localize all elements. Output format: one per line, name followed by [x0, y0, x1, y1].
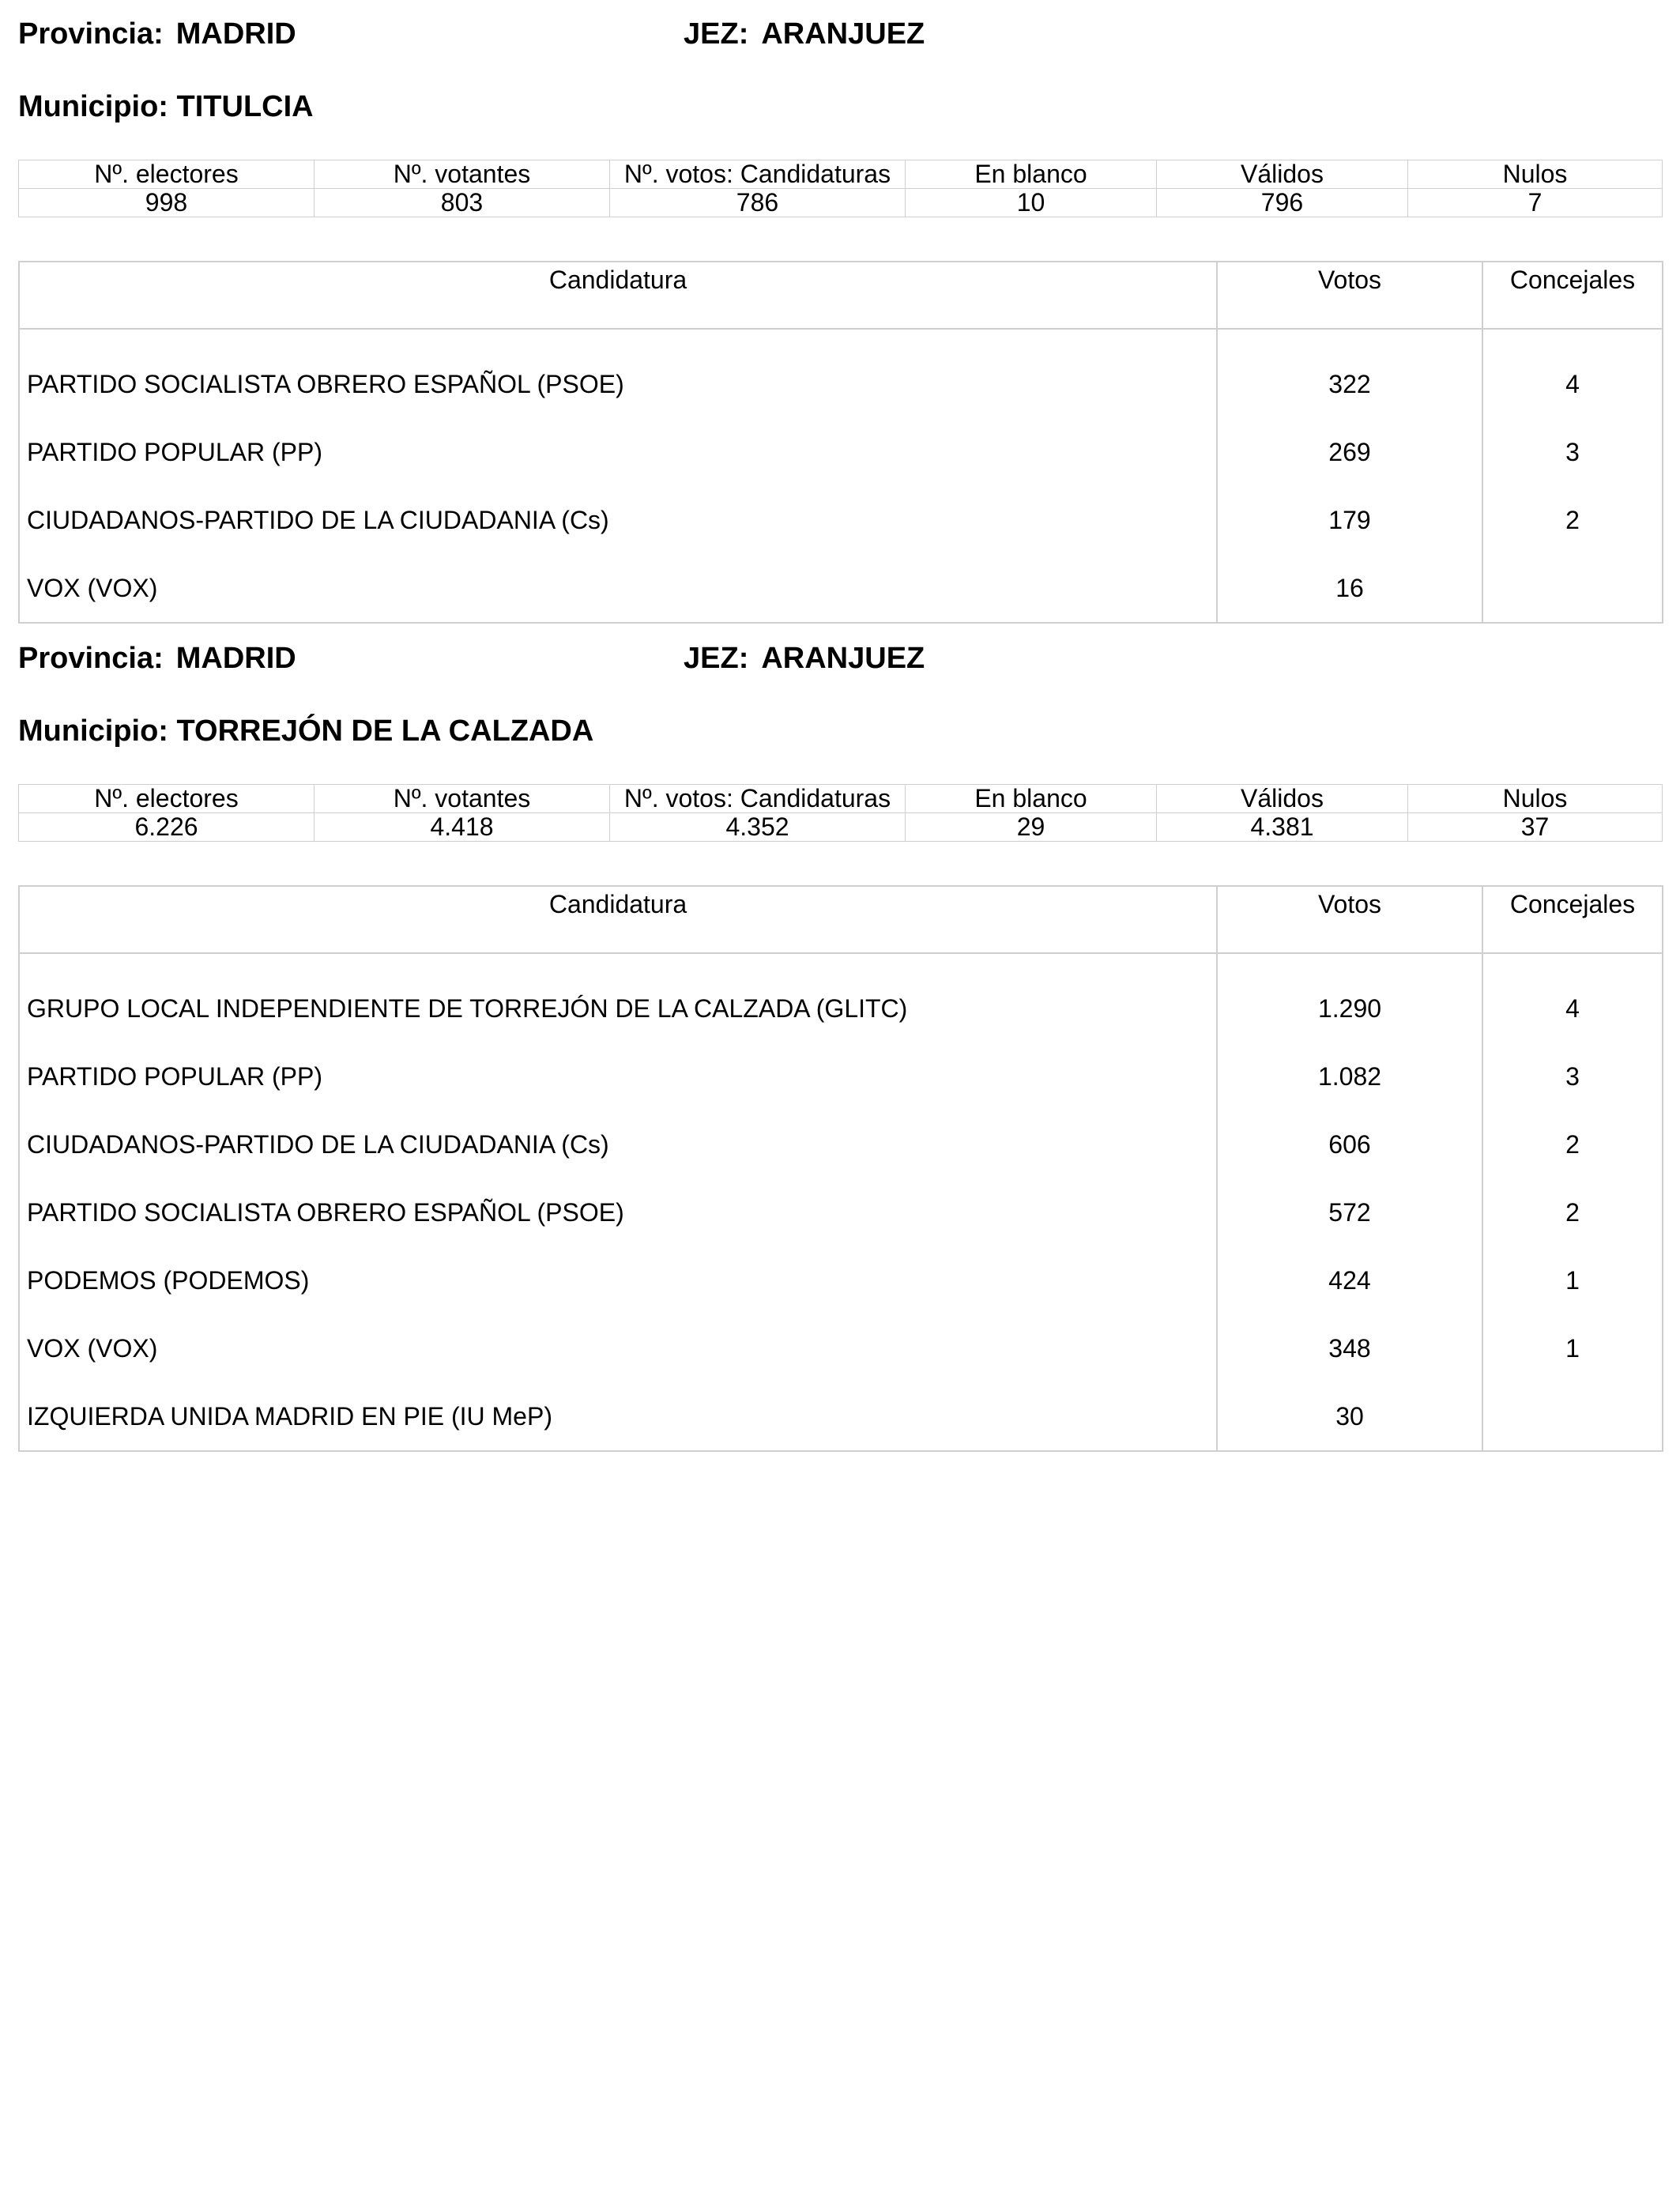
- jez: [684, 642, 925, 676]
- summary-value: 7: [1408, 189, 1663, 217]
- candidate-votos: 1.082: [1217, 1042, 1482, 1110]
- header-row: [18, 642, 1662, 686]
- candidate-concejales: 1: [1482, 1246, 1663, 1314]
- municipio: [18, 90, 314, 124]
- summary-value: 10: [906, 189, 1157, 217]
- provincia-value: MADRID: [175, 17, 296, 51]
- summary-header: En blanco: [906, 785, 1157, 813]
- candidates-header: Concejales: [1482, 886, 1663, 953]
- jez-value: ARANJUEZ: [761, 17, 925, 51]
- candidate-name: PARTIDO POPULAR (PP): [27, 1061, 322, 1091]
- table-row: [19, 1246, 1663, 1314]
- candidate-concejales: 4: [1482, 953, 1663, 1042]
- summary-header: Nulos: [1408, 160, 1663, 189]
- candidates-table: [18, 261, 1663, 624]
- provincia-label: Provincia:: [18, 17, 164, 51]
- candidates-header: Candidatura: [19, 886, 1217, 953]
- candidate-concejales: [1482, 1382, 1663, 1451]
- summary-value: 4.418: [315, 813, 610, 842]
- jez-value: ARANJUEZ: [761, 642, 925, 675]
- summary-value: 6.226: [19, 813, 315, 842]
- candidate-concejales: 3: [1482, 1042, 1663, 1110]
- candidates-header: Concejales: [1482, 262, 1663, 329]
- provincia: [18, 17, 296, 51]
- candidate-votos: 424: [1217, 1246, 1482, 1314]
- summary-value: 786: [610, 189, 906, 217]
- summary-value: 803: [315, 189, 610, 217]
- candidates-header: Candidatura: [19, 262, 1217, 329]
- candidate-concejales: 3: [1482, 418, 1663, 486]
- section-torrejon: [18, 642, 1662, 1431]
- municipio-value: TORREJÓN DE LA CALZADA: [176, 714, 594, 748]
- candidate-name: PARTIDO SOCIALISTA OBRERO ESPAÑOL (PSOE): [27, 1197, 624, 1227]
- table-row: [19, 953, 1663, 1042]
- candidate-name: IZQUIERDA UNIDA MADRID EN PIE (IU MeP): [27, 1401, 552, 1431]
- summary-header: Nº. votos: Candidaturas: [610, 785, 906, 813]
- candidate-votos: 30: [1217, 1382, 1482, 1451]
- candidate-concejales: [1482, 554, 1663, 623]
- candidate-name: VOX (VOX): [27, 573, 158, 602]
- table-row: [19, 418, 1663, 486]
- summary-value: 4.352: [610, 813, 906, 842]
- candidate-name: GRUPO LOCAL INDEPENDIENTE DE TORREJÓN DE LA CALZADA (GLITC): [27, 993, 908, 1023]
- candidate-concejales: 2: [1482, 1178, 1663, 1246]
- table-row: [19, 1382, 1663, 1451]
- candidates-header: Votos: [1217, 886, 1482, 953]
- summary-value: 998: [19, 189, 315, 217]
- candidates-header: Votos: [1217, 262, 1482, 329]
- summary-header: Nº. votantes: [315, 160, 610, 189]
- table-row: [19, 554, 1663, 623]
- candidates-header-row: [19, 262, 1663, 329]
- provincia-label: Provincia:: [18, 642, 164, 675]
- summary-header: Válidos: [1157, 785, 1408, 813]
- candidate-concejales: 2: [1482, 1110, 1663, 1178]
- header-row: [18, 17, 1662, 62]
- candidate-votos: 269: [1217, 418, 1482, 486]
- summary-header: Válidos: [1157, 160, 1408, 189]
- provincia-value: MADRID: [175, 642, 296, 675]
- summary-value: 4.381: [1157, 813, 1408, 842]
- table-row: [19, 1178, 1663, 1246]
- section-titulcia: [18, 17, 1662, 602]
- summary-value: 29: [906, 813, 1157, 842]
- summary-value-row: [19, 813, 1663, 842]
- jez-label: JEZ:: [684, 17, 749, 51]
- summary-header: Nulos: [1408, 785, 1663, 813]
- candidate-votos: 16: [1217, 554, 1482, 623]
- municipio-label: Municipio:: [18, 714, 168, 748]
- candidate-concejales: 1: [1482, 1314, 1663, 1382]
- candidate-name: VOX (VOX): [27, 1333, 158, 1363]
- summary-header-row: [19, 785, 1663, 813]
- provincia: [18, 642, 296, 676]
- summary-header: Nº. electores: [19, 160, 315, 189]
- summary-header: Nº. votos: Candidaturas: [610, 160, 906, 189]
- municipio-label: Municipio:: [18, 90, 168, 123]
- candidate-name: PARTIDO POPULAR (PP): [27, 437, 322, 466]
- candidate-votos: 322: [1217, 329, 1482, 418]
- summary-table: [18, 784, 1663, 842]
- candidates-header-row: [19, 886, 1663, 953]
- candidate-name: CIUDADANOS-PARTIDO DE LA CIUDADANIA (Cs): [27, 505, 609, 534]
- candidates-table: [18, 885, 1663, 1452]
- summary-header: Nº. electores: [19, 785, 315, 813]
- summary-header-row: [19, 160, 1663, 189]
- candidate-votos: 348: [1217, 1314, 1482, 1382]
- summary-value: 37: [1408, 813, 1663, 842]
- summary-header: En blanco: [906, 160, 1157, 189]
- table-row: [19, 329, 1663, 418]
- candidate-name: PARTIDO SOCIALISTA OBRERO ESPAÑOL (PSOE): [27, 369, 624, 398]
- summary-table: [18, 160, 1663, 217]
- candidate-votos: 606: [1217, 1110, 1482, 1178]
- table-row: [19, 1314, 1663, 1382]
- summary-header: Nº. votantes: [315, 785, 610, 813]
- jez-label: JEZ:: [684, 642, 749, 675]
- municipio: [18, 714, 593, 748]
- municipio-value: TITULCIA: [176, 90, 314, 123]
- summary-value-row: [19, 189, 1663, 217]
- candidate-concejales: 2: [1482, 486, 1663, 554]
- table-row: [19, 486, 1663, 554]
- candidate-votos: 179: [1217, 486, 1482, 554]
- candidate-concejales: 4: [1482, 329, 1663, 418]
- candidate-votos: 1.290: [1217, 953, 1482, 1042]
- candidate-name: CIUDADANOS-PARTIDO DE LA CIUDADANIA (Cs): [27, 1129, 609, 1159]
- summary-value: 796: [1157, 189, 1408, 217]
- candidate-votos: 572: [1217, 1178, 1482, 1246]
- candidate-name: PODEMOS (PODEMOS): [27, 1265, 310, 1295]
- jez: [684, 17, 925, 51]
- table-row: [19, 1042, 1663, 1110]
- table-row: [19, 1110, 1663, 1178]
